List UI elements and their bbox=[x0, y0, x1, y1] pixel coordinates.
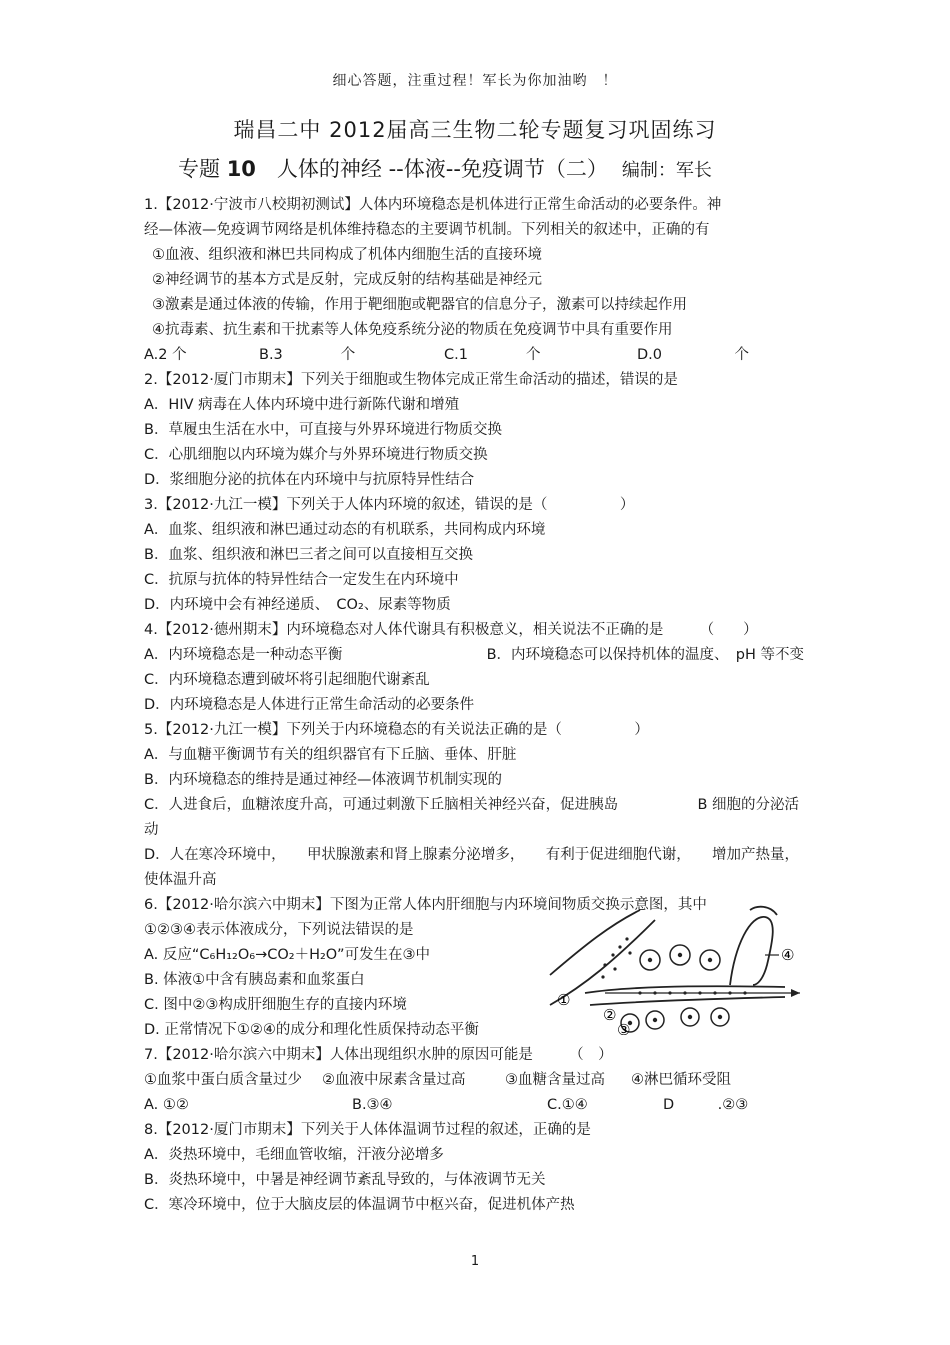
q4-option-d: D．内环境稳态是人体进行正常生命活动的必要条件 bbox=[144, 697, 475, 713]
q5-option-d-part2: 甲状腺激素和肾上腺素分泌增多， bbox=[306, 847, 525, 863]
page-subtitle bbox=[178, 153, 712, 183]
q7-option-c: C.①④ bbox=[547, 1097, 588, 1113]
q4-options-ab bbox=[144, 643, 804, 668]
header-motto: 细心答题，注重过程！军长为你加油哟 ！ bbox=[332, 73, 618, 89]
subtitle-number: 10 bbox=[226, 157, 256, 181]
q2-option-a: A．HIV 病毒在人体内环境中进行新陈代谢和增殖 bbox=[144, 397, 460, 413]
fig-label-4: ④ bbox=[781, 946, 795, 964]
q7-items bbox=[144, 1068, 814, 1093]
q6-option-c: C. 图中②③构成肝细胞生存的直接内环境 bbox=[144, 997, 407, 1013]
q8-option-c: C．寒冷环境中，位于大脑皮层的体温调节中枢兴奋，促进机体产热 bbox=[144, 1197, 575, 1213]
q2-option-c: C．心肌细胞以内环境为媒介与外界环境进行物质交换 bbox=[144, 447, 488, 463]
q1-option-b: B.3 个 bbox=[259, 347, 356, 363]
q6-stem-1: 6.【2012·哈尔滨六中期末】下图为正常人体内肝细胞与内环境间物质交换示意图，其中 bbox=[144, 897, 707, 913]
q1-options bbox=[144, 343, 814, 368]
q1-stem-2: 经—体液—免疫调节网络是机体维持稳态的主要调节机制。下列相关的叙述中，正确的有 bbox=[144, 222, 710, 238]
q2-option-d: D．浆细胞分泌的抗体在内环境中与抗原特异性结合 bbox=[144, 472, 475, 488]
q3-option-b: B．血浆、组织液和淋巴三者之间可以直接相互交换 bbox=[144, 547, 473, 563]
q8-option-a: A．炎热环境中，毛细血管收缩，汗液分泌增多 bbox=[144, 1147, 444, 1163]
capillary-wall-upper bbox=[550, 910, 640, 975]
q4-option-a: A．内环境稳态是一种动态平衡 bbox=[144, 647, 343, 663]
q7-options bbox=[144, 1093, 814, 1118]
subtitle-topic: 人体的神经 --体液--免疫调节（二） bbox=[255, 157, 608, 181]
q5-stem: 5.【2012·九江一模】下列关于内环境稳态的有关说法正确的是（ ） bbox=[144, 722, 649, 738]
q5-option-d-part1: D．人在寒冷环境中， bbox=[144, 847, 286, 863]
flow-arrow-head bbox=[791, 989, 800, 997]
q5-option-c bbox=[144, 793, 799, 818]
q1-item-1: ①血液、组织液和淋巴共同构成了机体内细胞生活的直接环境 bbox=[152, 247, 542, 263]
q6-stem-2: ①②③④表示体液成分，下列说法错误的是 bbox=[144, 922, 414, 938]
q4-stem: 4.【2012·德州期末】内环境稳态对人体代谢具有积极意义，相关说法不正确的是 （ ） bbox=[144, 622, 758, 638]
q5-option-c-part2: B 细胞的分泌活 bbox=[697, 797, 799, 813]
q1-stem-1: 1.【2012·宁波市八校期初测试】人体内环境稳态是机体进行正常生命活动的必要条件。神 bbox=[144, 197, 722, 213]
q5-option-d-part3: 有利于促进细胞代谢， bbox=[545, 847, 691, 863]
questions bbox=[144, 193, 814, 1218]
q1-option-d: D.0 个 bbox=[637, 347, 749, 363]
q7-item-4: ④淋巴循环受阻 bbox=[631, 1072, 731, 1088]
editor-label: 编制：军长 bbox=[621, 160, 712, 181]
liver-cell-exchange-diagram bbox=[545, 905, 805, 1035]
q5-option-b: B．内环境稳态的维持是通过神经—体液调节机制实现的 bbox=[144, 772, 502, 788]
q5-option-a: A．与血糖平衡调节有关的组织器官有下丘脑、垂体、肝脏 bbox=[144, 747, 517, 763]
vessel-wall-bottom bbox=[590, 997, 785, 1005]
q3-option-d: D．内环境中会有神经递质、 CO₂、尿素等物质 bbox=[144, 597, 451, 613]
fig-label-2: ② bbox=[603, 1006, 617, 1024]
capillary-walls bbox=[550, 907, 785, 1005]
q2-stem: 2.【2012·厦门市期末】下列关于细胞或生物体完成正常生命活动的描述，错误的是 bbox=[144, 372, 678, 388]
q4-option-b: B．内环境稳态可以保持机体的温度、 pH 等不变 bbox=[486, 647, 804, 663]
q7-option-b: B.③④ bbox=[352, 1097, 393, 1113]
q1-item-4: ④抗毒素、抗生素和干扰素等人体免疫系统分泌的物质在免疫调节中具有重要作用 bbox=[152, 322, 673, 338]
q6-option-d: D. 正常情况下①②④的成分和理化性质保持动态平衡 bbox=[144, 1022, 479, 1038]
q7-item-1: ①血浆中蛋白质含量过少 bbox=[144, 1072, 302, 1088]
q4-option-c: C．内环境稳态遭到破坏将引起细胞代谢紊乱 bbox=[144, 672, 430, 688]
q1-option-c: C.1 个 bbox=[444, 347, 541, 363]
q2-option-b: B．草履虫生活在水中，可直接与外界环境进行物质交换 bbox=[144, 422, 502, 438]
fig-label-1: ① bbox=[557, 991, 571, 1009]
q8-option-b: B．炎热环境中，中暑是神经调节紊乱导致的，与体液调节无关 bbox=[144, 1172, 546, 1188]
q8-stem: 8.【2012·厦门市期末】下列关于人体体温调节过程的叙述，正确的是 bbox=[144, 1122, 591, 1138]
subtitle-prefix: 专题 bbox=[178, 157, 227, 181]
q7-stem: 7.【2012·哈尔滨六中期末】人体出现组织水肿的原因可能是 （ ） bbox=[144, 1047, 613, 1063]
fig-label-3: ③ bbox=[617, 1021, 631, 1035]
q7-option-a: A. ①② bbox=[144, 1097, 189, 1113]
q5-option-d-cont: 使体温升高 bbox=[144, 872, 217, 888]
q6-option-a: A. 反应“C₆H₁₂O₆→CO₂＋H₂O”可发生在③中 bbox=[144, 947, 430, 963]
q5-option-c-part1: C．人进食后，血糖浓度升高，可通过刺激下丘脑相关神经兴奋，促进胰岛 bbox=[144, 797, 619, 813]
q7-item-2: ②血液中尿素含量过高 bbox=[322, 1072, 466, 1088]
q3-option-a: A．血浆、组织液和淋巴通过动态的有机联系，共同构成内环境 bbox=[144, 522, 546, 538]
q6-option-b: B. 体液①中含有胰岛素和血浆蛋白 bbox=[144, 972, 365, 988]
lymph-vessel bbox=[730, 917, 773, 985]
page-title: 瑞昌二中 2012届高三生物二轮专题复习巩固练习 bbox=[233, 118, 717, 142]
page-number: 1 bbox=[470, 1254, 480, 1269]
q3-stem: 3.【2012·九江一模】下列关于人体内环境的叙述，错误的是（ ） bbox=[144, 497, 635, 513]
lymph-loop bbox=[750, 907, 777, 915]
q5-option-d bbox=[144, 843, 799, 868]
q1-item-2: ②神经调节的基本方式是反射，完成反射的结构基础是神经元 bbox=[152, 272, 542, 288]
q3-option-c: C．抗原与抗体的特异性结合一定发生在内环境中 bbox=[144, 572, 459, 588]
q1-option-a: A.2 个 bbox=[144, 347, 187, 363]
q7-option-d: D .②③ bbox=[663, 1097, 749, 1113]
q5-option-d-part4: 增加产热量， bbox=[711, 847, 799, 863]
q1-item-3: ③激素是通过体液的传输，作用于靶细胞或靶器官的信息分子，激素可以持续起作用 bbox=[152, 297, 687, 313]
q5-option-c-cont: 动 bbox=[144, 822, 159, 838]
q7-item-3: ③血糖含量过高 bbox=[505, 1072, 605, 1088]
